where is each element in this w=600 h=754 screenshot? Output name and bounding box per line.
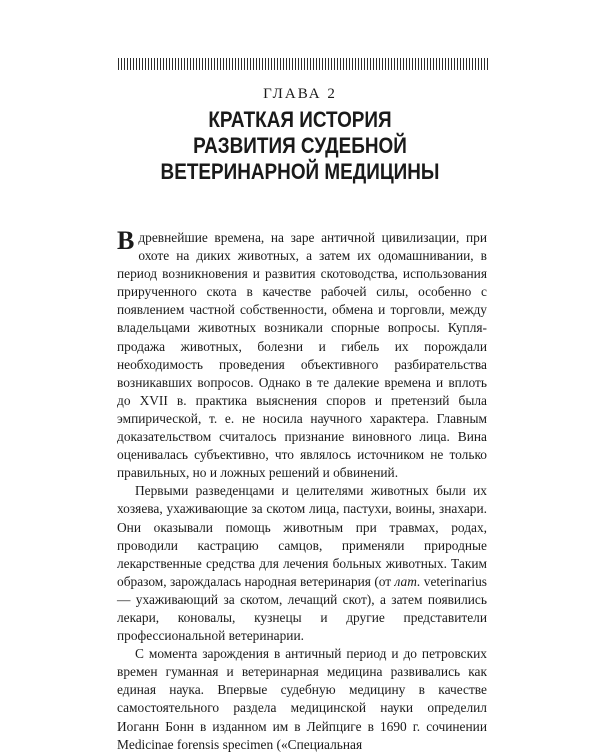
chapter-title-line-1: КРАТКАЯ ИСТОРИЯ bbox=[208, 107, 392, 132]
latin-abbreviation: лат. bbox=[394, 573, 421, 589]
body-text bbox=[117, 226, 487, 754]
chapter-title-line-2: РАЗВИТИЯ СУДЕБНОЙ bbox=[193, 133, 407, 158]
drop-cap: В bbox=[117, 226, 135, 255]
chapter-number: ГЛАВА 2 bbox=[263, 86, 337, 102]
paragraph-2-text-a: Первыми разведенцами и целителями животных были их хозяева, ухаживающие за скотом лица, пастухи, воины, знахари. Они оказывали помощь животным при травмах, родах, проводили кастрацию самцов, применяли природные лекарственные средства для лечения больных животных. Таким образом, зарождалась народная ветеринария (от bbox=[117, 483, 487, 589]
paragraph-3: С момента зарождения в античный период и до петровских времен гуманная и ветеринарная медицина развивались как единая наука. Впервые судебную медицину в качестве самостоятельного раздела медицинской науки определил Иоганн Бонн в изданном им в Лейпциге в 1690 г. сочинении Medicinae forensis specimen («Специальная bbox=[117, 646, 487, 752]
chapter-title-line-3: ВЕТЕРИНАРНОЙ МЕДИЦИНЫ bbox=[160, 159, 440, 184]
paragraph-2 bbox=[117, 482, 487, 645]
header-hatch-bar bbox=[118, 58, 488, 70]
paragraph-1 bbox=[117, 226, 487, 482]
paragraph-1-text: древнейшие времена, на заре античной цивилизации, при охоте на диких животных, а затем их одомашнивании, в период возникновения и развития скотоводства, использования прирученного скота в качестве рабочей силы, особенно с появлением частной собственности, обмена и торговли, между владельцами животных возникали спорные вопросы. Купля-продажа животных, болезни и гибель их порождали необходимость проведения объективного разбирательства возникавших вопросов. Однако в те далекие времена и вплоть до XVII в. практика выяснения споров и претензий была эмпирической, т. е. не носила научного характера. Главным доказательством считалось признание виновного лица. Вина оценивалась субъективно, что являлось источником не только правильных, но и ложных решений и обвинений. bbox=[117, 230, 487, 481]
chapter-title bbox=[42, 107, 558, 185]
paragraph-2-text-b: veterinarius — ухаживающий за скотом, лечащий скот), а затем появились лекари, коновалы, кузнецы и другие представители профессиональной ветеринарии. bbox=[117, 573, 487, 644]
